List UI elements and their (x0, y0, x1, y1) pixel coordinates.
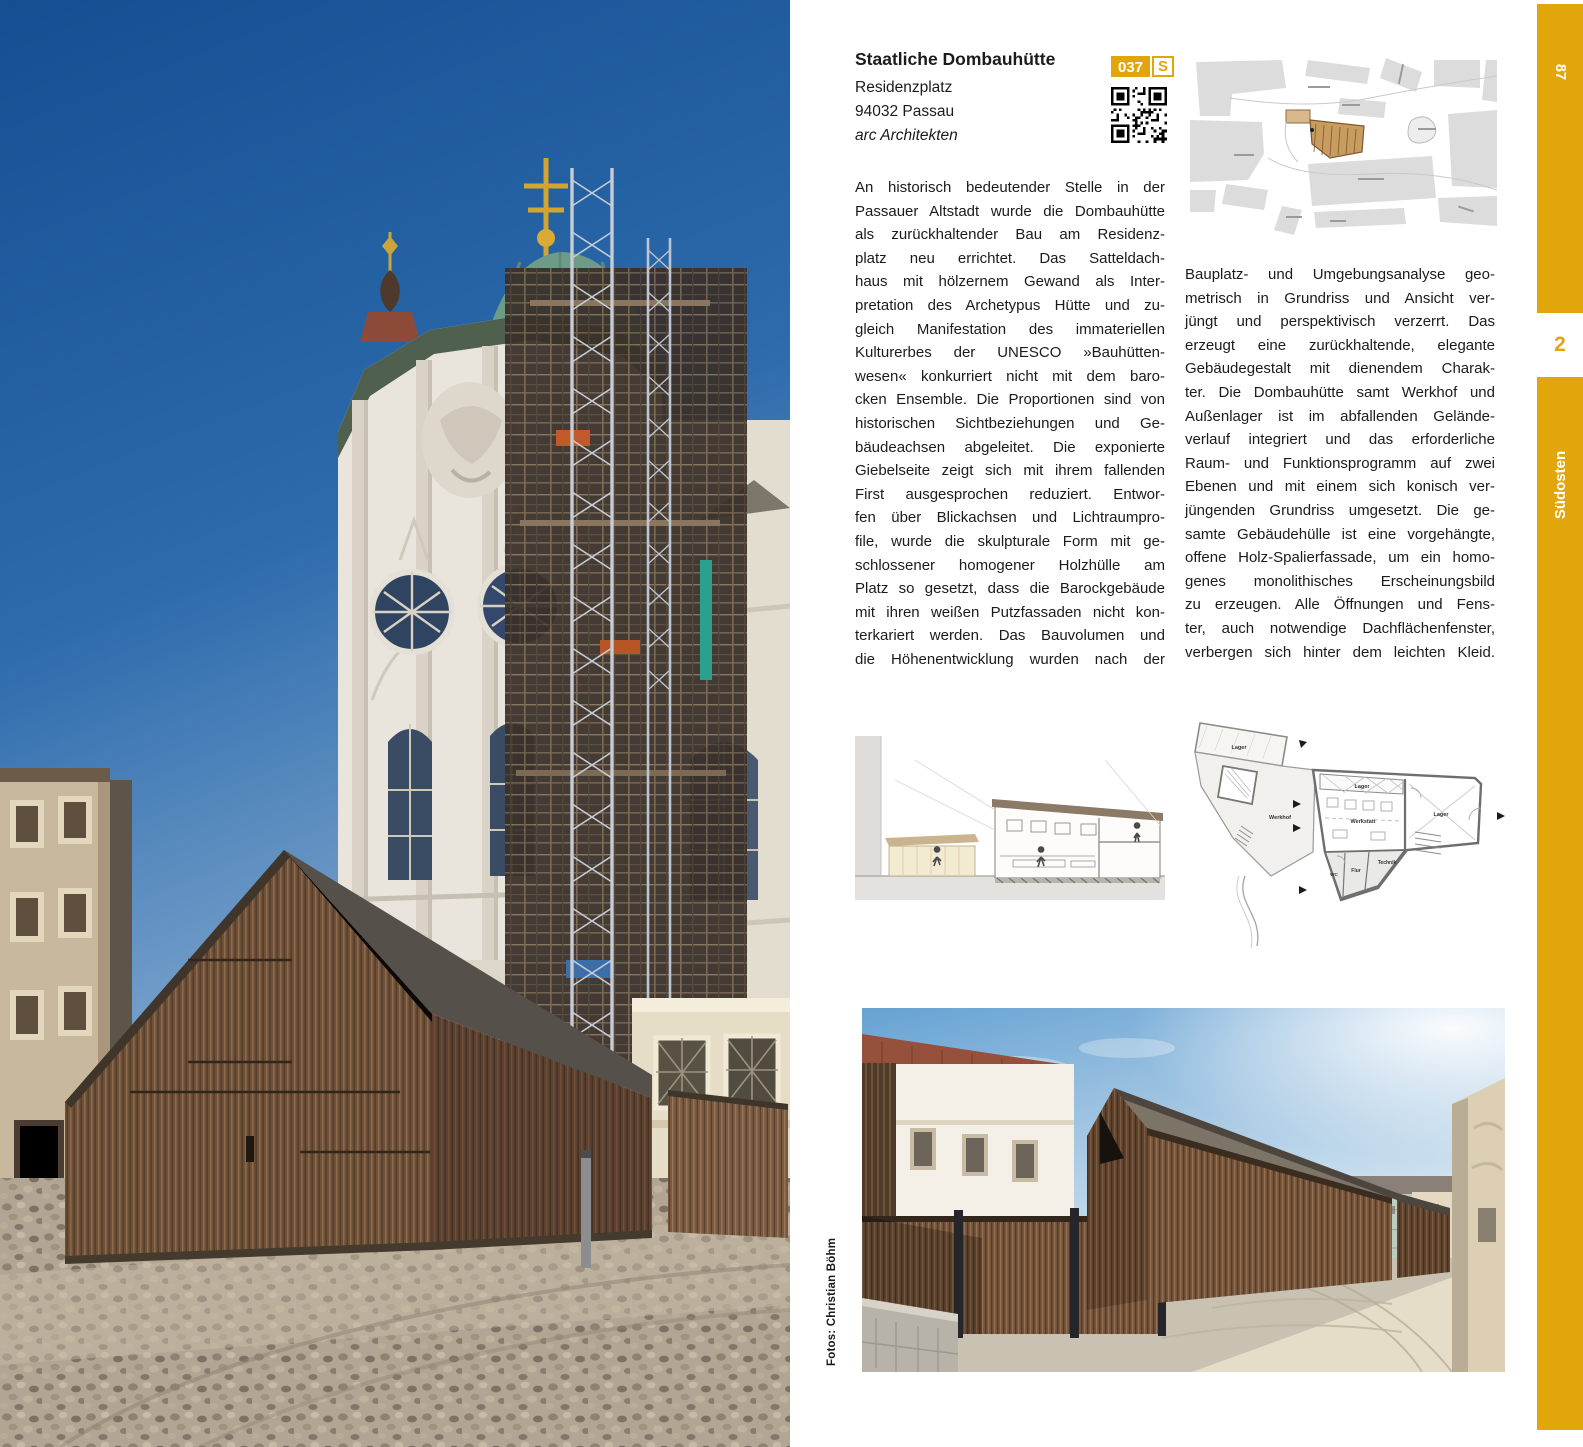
text-line: Giebelseite zeigt sich mit ihrem fallenden (855, 462, 1165, 480)
svg-text:Lager: Lager (1354, 784, 1370, 790)
architect-name: arc Architekten (855, 127, 958, 144)
article-column-1 (855, 176, 1165, 671)
main-photo-illustration (0, 0, 790, 1447)
address-street: Residenzplatz (855, 79, 953, 96)
text-line: platz neu errichtet. Das Satteldach- (855, 249, 1165, 267)
text-line: Kulturerbes der UNESCO »Bauhütten- (855, 344, 1165, 362)
project-number-badge (1111, 56, 1174, 77)
text-line: erzeugt eine zurückhaltende, elegante (1185, 336, 1495, 354)
text-line: file, wurde die skulpturale Form mit ge- (855, 532, 1165, 550)
right-edge-building (1452, 1078, 1505, 1372)
text-line: terkariert werden. Das Bauvolumen und (855, 627, 1165, 645)
project-title: Staatliche Dombauhütte (855, 49, 1056, 69)
text-line: wesen« konkurriert nicht mit dem baro- (855, 367, 1165, 385)
text-line: jüngt und perspektivisch verzerrt. Das (1185, 313, 1495, 331)
main-photo (0, 0, 790, 1447)
text-line: pretation des Archetypus Hütte und zu- (855, 296, 1165, 314)
facade-relief (422, 382, 518, 498)
svg-text:Technik: Technik (1377, 860, 1397, 866)
text-line: Platz so gesetzt, dass die Barockgebäude (855, 580, 1165, 598)
text-line: offene Holz-Spalierfassade, um ein homo- (1185, 549, 1495, 567)
text-line: schlossener homogener Holzhülle am (855, 556, 1165, 574)
badge-letter: S (1152, 56, 1174, 77)
text-line: ter. Die Dombauhütte samt Werkhof und (1185, 383, 1495, 401)
chapter-label: Südosten (1551, 450, 1569, 520)
text-line: historischen Sichtbeziehungen und Ge- (855, 414, 1165, 432)
badge-number: 037 (1111, 56, 1150, 77)
text-line: metrisch in Grundriss und Ansicht ver- (1185, 289, 1495, 307)
text-line: haus mit hölzernem Gewand als Inter- (855, 273, 1165, 291)
text-line: Gebäudegestalt mit dienendem Charak- (1185, 360, 1495, 378)
text-line: An historisch bedeutender Stelle in der (855, 179, 1165, 196)
text-line: genes monolithisches Erscheinungsbild (1185, 572, 1495, 590)
text-line: als zurückhaltender Bau am Residenz- (855, 226, 1165, 244)
text-line: bäudeachsen abgeleitet. Die exponierte (855, 438, 1165, 456)
bottom-photo (862, 1008, 1505, 1372)
text-line: First ausgesprochen reduziert. Entwor- (855, 485, 1165, 503)
qr-code (1111, 85, 1167, 145)
text-line: zu erzeugen. Alle Öffnungen und Fens- (1185, 596, 1495, 614)
svg-text:Lager: Lager (1231, 745, 1247, 751)
svg-text:Flur: Flur (1351, 868, 1361, 874)
left-slat-structure (862, 1063, 896, 1223)
text-line: fen über Blickachsen und Lichtraumpro- (855, 509, 1165, 527)
floor-plan-drawing (1175, 690, 1505, 950)
photo-credit: Fotos: Christian Böhm (826, 1237, 838, 1366)
sidebar-gold-bottom (1537, 377, 1583, 1430)
svg-text:Werkstatt: Werkstatt (1350, 819, 1376, 825)
page-number: 87 (1552, 63, 1568, 81)
site-map (1190, 58, 1497, 235)
text-line: verbergen sich hinter dem leichten Kleid. (1185, 643, 1495, 661)
text-line: Bauplatz- und Umgebungsanalyse geo- (1185, 266, 1495, 283)
section-base-hatch (995, 878, 1160, 883)
section-drawing (855, 700, 1165, 905)
text-line: die Höhenentwicklung wurden nach der (855, 650, 1165, 668)
text-line: Außenlager ist im abfallenden Gelände- (1185, 407, 1495, 425)
text-line: mit ihren weißen Putzfassaden nicht kon- (855, 603, 1165, 621)
text-line: cken Ensemble. Die Proportionen sind von (855, 391, 1165, 409)
text-line: Passauer Altstadt wurde die Dombauhütte (855, 202, 1165, 220)
text-line: gleich Manifestation des immateriellen (855, 320, 1165, 338)
address-city: 94032 Passau (855, 103, 955, 120)
article-column-2 (1185, 263, 1495, 664)
text-line: Ebenen und mit einem sich konisch ver- (1185, 478, 1495, 496)
section-annex (885, 834, 979, 876)
text-line: verlauf integriert und das erforderliche (1185, 431, 1495, 449)
chapter-number: 2 (1554, 333, 1566, 356)
text-line: Raum- und Funktionsprogramm auf zwei (1185, 454, 1495, 472)
text-line: jüngenden Grundriss umgesetzt. Die ge- (1185, 501, 1495, 519)
text-line: ter, auch notwendige Dachflächenfenster, (1185, 619, 1495, 637)
svg-text:Werkhof: Werkhof (1269, 815, 1291, 821)
svg-text:Lager: Lager (1433, 812, 1449, 818)
svg-text:WC: WC (1330, 872, 1338, 877)
text-line: samte Gebäudehülle ist eine vorgehängte, (1185, 525, 1495, 543)
